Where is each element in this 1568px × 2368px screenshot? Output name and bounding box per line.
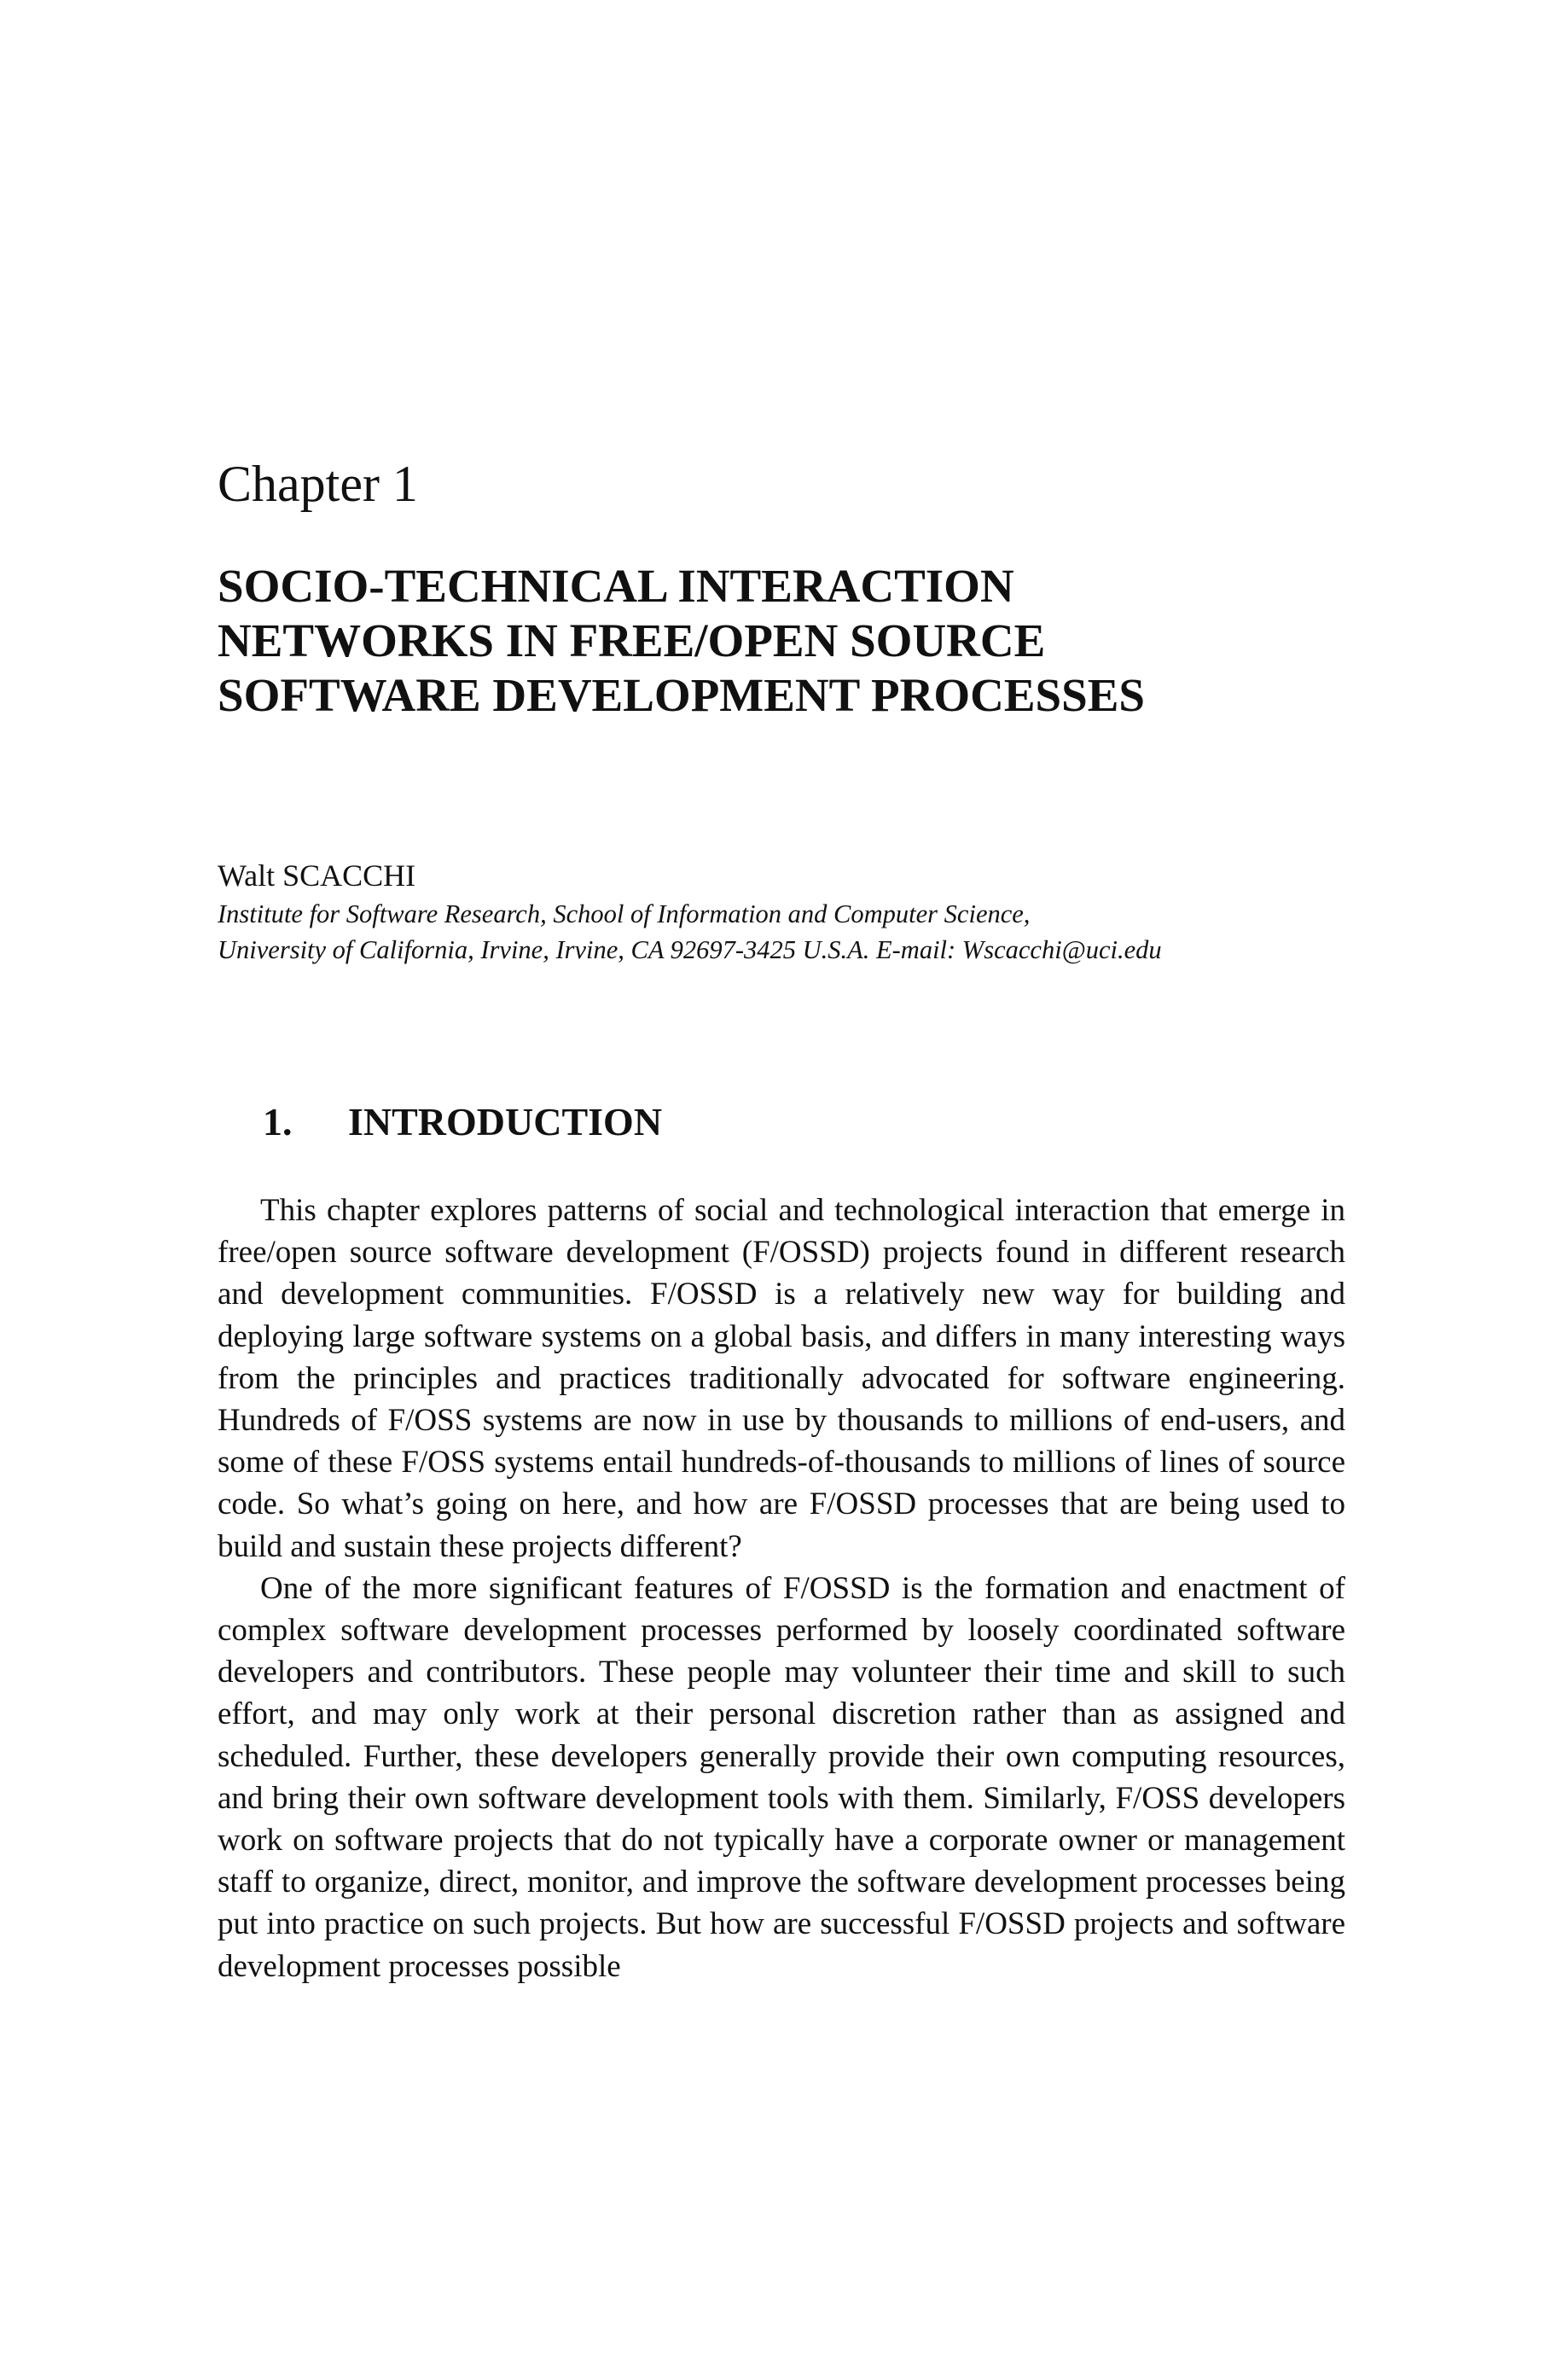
body-text — [218, 1190, 1345, 1987]
chapter-title-line: SOFTWARE DEVELOPMENT PROCESSES — [218, 669, 1146, 721]
chapter-title — [218, 559, 1412, 723]
section-heading — [263, 1098, 662, 1146]
chapter-title-line: SOCIO-TECHNICAL INTERACTION — [218, 560, 1014, 612]
body-paragraph: One of the more significant features of F/OSSD is the formation and enactment of complex software development processes performed by loosely coordinated software developers and contributors. These people may volunteer their time and skill to such effort, and may only work at their personal discretion rather than as assigned and scheduled. Further, these developers generally provide their own computing resources, and bring their own software development tools with them. Similarly, F/OSS developers work on software projects that do not typically have a corporate owner or management staff to organize, direct, monitor, and improve the software development processes being put into practice on such projects. But how are successful F/OSSD projects and software development processes possible — [218, 1570, 1345, 1984]
section-title: INTRODUCTION — [348, 1100, 663, 1143]
section-number: 1. — [263, 1100, 293, 1143]
affiliation-line: University of California, Irvine, Irvine, CA 92697-3425 U.S.A. E-mail: Wscacchi@uci.edu — [218, 935, 1162, 964]
chapter-title-line: NETWORKS IN FREE/OPEN SOURCE — [218, 614, 1046, 666]
body-paragraph: This chapter explores patterns of social and technological interaction that emerge in free/open source software development (F/OSSD) projects found in different research and development communities. F/OSSD is a relatively new way for building and deploying large software systems on a global basis, and differs in many interesting ways from the principles and practices traditionally advocated for software engineering. Hundreds of F/OSS systems are now in use by thousands to millions of end-users, and some of these F/OSS systems entail hundreds-of-thousands to millions of lines of source code. So what’s going on here, and how are F/OSSD processes that are being used to build and sustain these projects different? — [218, 1193, 1345, 1564]
author-affiliation — [218, 896, 1412, 968]
chapter-label: Chapter 1 — [218, 456, 418, 512]
author-name: Walt SCACCHI — [218, 858, 416, 893]
affiliation-line: Institute for Software Research, School of Information and Computer Science, — [218, 899, 1031, 928]
